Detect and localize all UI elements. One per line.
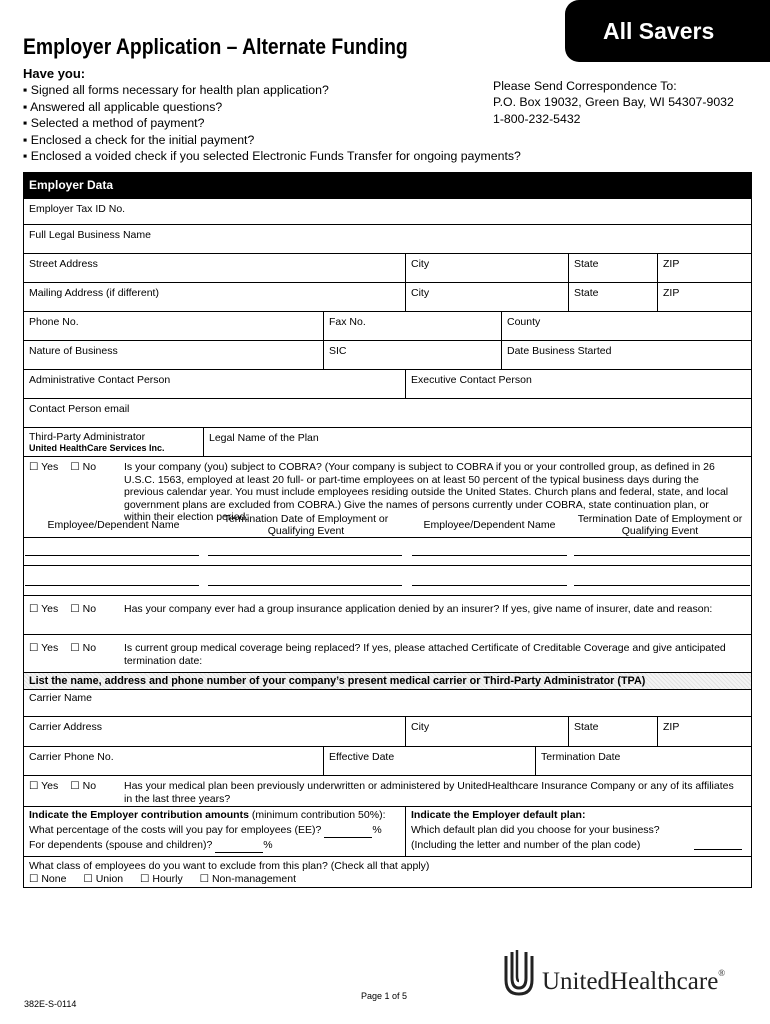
cobra-col-name-2: Employee/Dependent Name — [423, 519, 556, 531]
carrier-address-field[interactable]: Carrier Address — [29, 721, 102, 733]
default-plan-q1: Which default plan did you choose for your business? — [411, 824, 660, 836]
cobra-col-name-1: Employee/Dependent Name — [47, 519, 180, 531]
uhc-yes-no — [29, 780, 124, 792]
cobra-name-line[interactable] — [25, 555, 199, 556]
tpa-label: Third-Party Administrator — [29, 431, 146, 443]
dep-percent-sign: % — [263, 839, 273, 851]
tax-id-row[interactable] — [24, 199, 751, 225]
exclude-row — [24, 857, 751, 887]
checklist-item: ▪ Enclosed a check for the initial payment? — [23, 132, 255, 147]
page-number: Page 1 of 5 — [361, 991, 408, 1001]
cobra-divider — [24, 565, 751, 566]
exclude-none-checkbox[interactable]: ☐ None — [29, 873, 67, 885]
denied-no-checkbox[interactable]: ☐ No — [70, 603, 97, 615]
exclude-hourly-checkbox[interactable]: ☐ Hourly — [140, 873, 183, 885]
tpa-name: United HealthCare Services Inc. — [29, 443, 165, 453]
cobra-question-text: Is your company (you) subject to COBRA? (Your company is subject to COBRA if you or your controlled group, as defined in 26 U.S.C. 1563, employed at least 20 full- or part-time employees on at least 50 percent of the typical business days during the previous calendar year. You must include employees residing outside the United States. Church plans and federal, state, and local government plans are excluded from COBRA.) Give the names of persons currently under COBRA, state continuation plan, or within their election period: — [124, 461, 729, 524]
cobra-yes-no — [29, 461, 124, 473]
correspondence-line: 1-800-232-5432 — [493, 111, 581, 126]
cobra-question — [29, 461, 746, 524]
exec-contact-field[interactable]: Executive Contact Person — [405, 370, 751, 398]
checklist-item: ▪ Enclosed a voided check if you selected Electronic Funds Transfer for ongoing payments? — [23, 149, 521, 164]
brand-tab-label: All Savers — [603, 18, 715, 44]
unitedhealthcare-logo — [502, 950, 752, 1000]
cobra-name-line[interactable] — [412, 555, 567, 556]
cobra-date-line[interactable] — [208, 555, 402, 556]
exclude-union-checkbox[interactable]: ☐ Union — [83, 873, 124, 885]
nature-row — [24, 341, 751, 370]
city-field[interactable]: City — [405, 254, 568, 282]
default-plan-title: Indicate the Employer default plan: — [411, 809, 586, 821]
logo-reg-mark: ® — [718, 968, 726, 978]
denied-question-text: Has your company ever had a group insurance application denied by an insurer? If yes, give name of insurer, date and reason: — [124, 603, 713, 615]
dep-question: For dependents (spouse and children)? — [29, 839, 216, 851]
correspondence-line: Please Send Correspondence To: — [493, 79, 677, 93]
phone-row — [24, 312, 751, 341]
replaced-yes-checkbox[interactable]: ☐ Yes — [29, 642, 59, 654]
phone-field[interactable]: Phone No. — [29, 316, 79, 328]
email-row — [24, 399, 751, 428]
uhc-yes-checkbox[interactable]: ☐ Yes — [29, 780, 59, 792]
default-plan-q2: (Including the letter and number of the plan code) — [411, 839, 641, 851]
termination-date-field[interactable]: Termination Date — [535, 747, 751, 775]
tax-id-label: Employer Tax ID No. — [29, 203, 126, 215]
denied-yes-no — [29, 603, 124, 615]
uhc-u-icon — [502, 950, 536, 998]
all-savers-tab — [565, 0, 770, 62]
uhc-question-text: Has your medical plan been previously underwritten or administered by UnitedHealthcare Insurance Company or any of its affiliates in the last three years? — [124, 780, 734, 805]
denied-yes-checkbox[interactable]: ☐ Yes — [29, 603, 59, 615]
correspondence-address — [493, 78, 734, 127]
tpa-row — [24, 428, 751, 457]
contribution-cell — [24, 807, 405, 856]
cobra-col-term-1: Termination Date of Employment or Qualifying Event — [223, 513, 389, 537]
cobra-section — [24, 457, 751, 635]
sic-field[interactable]: SIC — [323, 341, 501, 369]
date-started-field[interactable]: Date Business Started — [501, 341, 751, 369]
tpa-cell — [24, 428, 203, 456]
carrier-name-field[interactable]: Carrier Name — [29, 692, 93, 704]
page-title: Employer Application – Alternate Funding — [23, 34, 408, 59]
cobra-name-line[interactable] — [25, 585, 199, 586]
nature-field[interactable]: Nature of Business — [29, 345, 118, 357]
logo-text: UnitedHealthcare — [542, 968, 719, 995]
mailing-row — [24, 283, 751, 312]
carrier-phone-row — [24, 747, 751, 776]
replaced-section — [24, 635, 751, 673]
contribution-title: Indicate the Employer contribution amounts — [29, 809, 249, 821]
cobra-date-line[interactable] — [574, 585, 750, 586]
correspondence-line: P.O. Box 19032, Green Bay, WI 54307-9032 — [493, 95, 734, 110]
mailing-city-field[interactable]: City — [405, 283, 568, 311]
mailing-state-field[interactable]: State — [568, 283, 657, 311]
contribution-row — [24, 807, 751, 857]
plan-code-blank[interactable] — [694, 849, 742, 850]
effective-date-field[interactable]: Effective Date — [323, 747, 535, 775]
ee-question: What percentage of the costs will you pay for employees (EE)? — [29, 824, 325, 836]
exclude-cell — [24, 857, 751, 887]
contacts-row — [24, 370, 751, 399]
cobra-col-term-2: Termination Date of Employment or Qualifying Event — [577, 513, 743, 537]
plan-name-field[interactable]: Legal Name of the Plan — [203, 428, 751, 456]
exclude-question: What class of employees do you want to exclude from this plan? (Check all that apply) — [29, 860, 430, 872]
contribution-title-rest: (minimum contribution 50%): — [248, 809, 386, 821]
carrier-name-row — [24, 690, 751, 717]
mailing-field[interactable]: Mailing Address (if different) — [29, 287, 159, 299]
contact-email-field[interactable]: Contact Person email — [29, 403, 130, 415]
legal-name-row[interactable] — [24, 225, 751, 254]
checklist-item: ▪ Selected a method of payment? — [23, 116, 205, 131]
uhc-no-checkbox[interactable]: ☐ No — [70, 780, 97, 792]
form-code: 382E-S-0114 — [24, 999, 77, 1009]
carrier-address-row — [24, 717, 751, 747]
fax-field[interactable]: Fax No. — [323, 312, 501, 340]
carrier-header: List the name, address and phone number of your company’s present medical carrier or Third-Party Administrator (TPA) — [24, 673, 751, 690]
application-form — [23, 172, 752, 888]
have-you-heading: Have you: — [23, 66, 86, 81]
checklist-item: ▪ Signed all forms necessary for health plan application? — [23, 83, 329, 97]
cobra-yes-checkbox[interactable]: ☐ Yes — [29, 461, 59, 473]
employer-data-header: Employer Data — [24, 173, 751, 199]
zip-field[interactable]: ZIP — [657, 254, 751, 282]
carrier-state-field[interactable]: State — [568, 717, 657, 746]
ee-percent-sign: % — [372, 824, 382, 836]
county-field[interactable]: County — [501, 312, 751, 340]
carrier-phone-field[interactable]: Carrier Phone No. — [29, 751, 114, 763]
checklist-item: ▪ Answered all applicable questions? — [23, 99, 223, 114]
cobra-date-line[interactable] — [208, 585, 402, 586]
cobra-date-line[interactable] — [574, 555, 750, 556]
legal-name-label: Full Legal Business Name — [29, 229, 151, 241]
cobra-name-line[interactable] — [412, 585, 567, 586]
default-plan-cell — [405, 807, 751, 856]
uhc-section — [24, 776, 751, 807]
replaced-no-checkbox[interactable]: ☐ No — [70, 642, 97, 654]
cobra-divider — [24, 595, 751, 596]
replaced-question-text: Is current group medical coverage being replaced? If yes, please attached Certificate of Creditable Coverage and give anticipated termination date: — [124, 642, 726, 667]
carrier-zip-field[interactable]: ZIP — [657, 717, 751, 746]
carrier-city-field[interactable]: City — [405, 717, 568, 746]
state-field[interactable]: State — [568, 254, 657, 282]
checklist — [23, 82, 521, 165]
admin-contact-field[interactable]: Administrative Contact Person — [29, 374, 171, 386]
street-field[interactable]: Street Address — [29, 258, 98, 270]
replaced-yes-no — [29, 642, 124, 654]
cobra-no-checkbox[interactable]: ☐ No — [70, 461, 97, 473]
exclude-nonmanagement-checkbox[interactable]: ☐ Non-management — [199, 873, 297, 885]
mailing-zip-field[interactable]: ZIP — [657, 283, 751, 311]
ee-percent-blank[interactable] — [324, 837, 372, 838]
street-row — [24, 254, 751, 283]
exclude-options — [29, 873, 746, 886]
dep-percent-blank[interactable] — [215, 852, 263, 853]
cobra-divider — [24, 537, 751, 538]
